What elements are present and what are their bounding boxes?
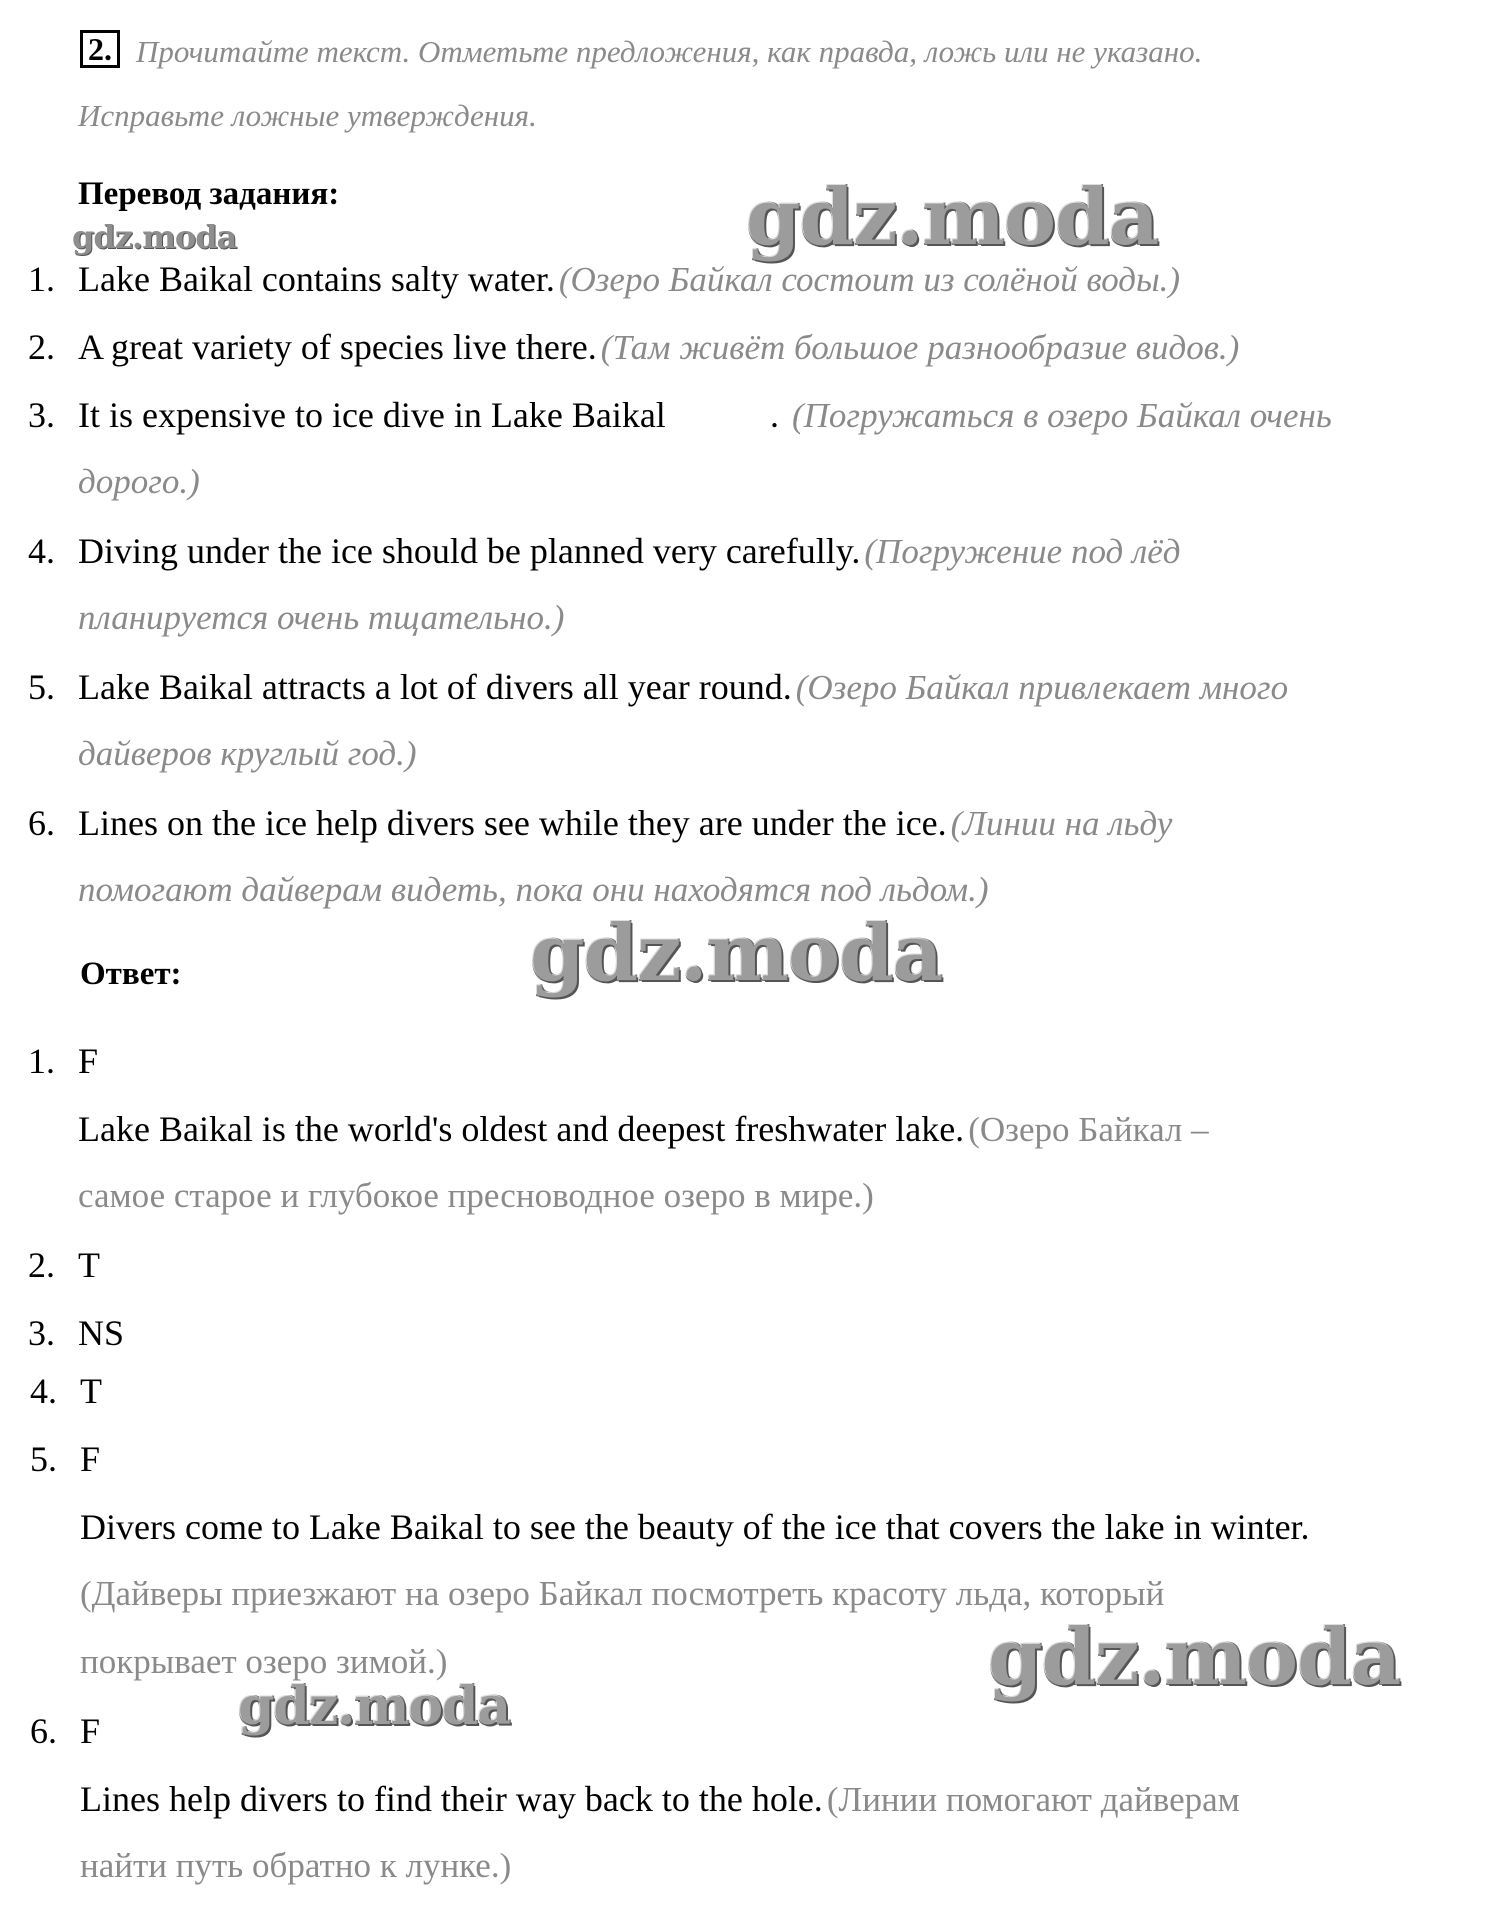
answer-number: 6. <box>30 1711 57 1751</box>
answer-correction-russian-cont: покрывает озеро зимой.) <box>80 1642 448 1681</box>
answer-number: 3. <box>28 1313 55 1353</box>
statement-russian: (Озеро Байкал привлекает много <box>795 668 1289 707</box>
task-instruction-line2: Исправьте ложные утверждения. <box>78 98 537 133</box>
answer-number: 1. <box>28 1041 55 1081</box>
statement-russian: (Погружение под лёд <box>864 532 1181 571</box>
task-number: 2. <box>88 31 112 67</box>
answer-mark: F <box>78 1041 99 1081</box>
answer-correction-russian: (Озеро Байкал – <box>968 1110 1209 1149</box>
statement-number: 4. <box>28 531 55 571</box>
watermark-small-top: gdz.moda <box>72 218 237 256</box>
statement-english: Lines on the ice help divers see while they are under the ice. <box>78 803 947 843</box>
statement-number: 6. <box>28 803 55 843</box>
statement-russian-cont: дайверов круглый год.) <box>78 734 417 773</box>
task-number-box <box>80 30 120 68</box>
answer-number: 5. <box>30 1439 57 1479</box>
statement-russian: (Линии на льду <box>950 804 1173 843</box>
answer-mark: F <box>80 1439 101 1479</box>
statement-english: Lake Baikal attracts a lot of divers all year round. <box>78 667 792 707</box>
statement-number: 2. <box>28 327 55 367</box>
statement-russian: (Там живёт большое разнообразие видов.) <box>600 328 1240 367</box>
statement-russian: (Озеро Байкал состоит из солёной воды.) <box>558 260 1181 299</box>
statement-russian-cont: планируется очень тщательно.) <box>78 598 565 637</box>
statement-english-tail: . <box>770 395 779 435</box>
answer-mark: T <box>78 1245 100 1285</box>
answer-heading: Ответ: <box>80 956 182 992</box>
answer-mark: T <box>80 1371 102 1411</box>
statement-english: A great variety of species live there. <box>78 327 597 367</box>
statement-english: Diving under the ice should be planned very carefully. <box>78 531 861 571</box>
answer-mark: NS <box>78 1313 125 1353</box>
translation-heading: Перевод задания: <box>78 176 340 212</box>
answer-correction-russian: (Дайверы приезжают на озеро Байкал посмотреть красоту льда, который <box>80 1574 1165 1613</box>
answer-correction-russian-cont: найти путь обратно к лунке.) <box>80 1846 512 1885</box>
watermark-bottom-left: gdz.moda <box>238 1676 511 1737</box>
answer-correction-english: Divers come to Lake Baikal to see the beauty of the ice that covers the lake in winter. <box>80 1507 1310 1547</box>
statement-number: 5. <box>28 667 55 707</box>
answer-correction-russian-cont: самое старое и глубокое пресноводное озеро в мире.) <box>78 1176 874 1215</box>
statement-english: Lake Baikal contains salty water. <box>78 259 555 299</box>
answer-correction-english: Lines help divers to find their way back to the hole. <box>80 1779 823 1819</box>
statement-russian: (Погружаться в озеро Байкал очень <box>792 396 1332 435</box>
watermark-middle: gdz.moda <box>530 908 943 999</box>
watermark-bottom-right: gdz.moda <box>988 1612 1401 1703</box>
statement-number: 1. <box>28 259 55 299</box>
answer-correction-russian: (Линии помогают дайверам <box>826 1780 1240 1819</box>
statement-number: 3. <box>28 395 55 435</box>
answer-mark: F <box>80 1711 101 1751</box>
statement-english: It is expensive to ice dive in Lake Baikal <box>78 395 666 435</box>
answer-number: 4. <box>30 1371 57 1411</box>
statement-russian-cont: дорого.) <box>78 462 200 501</box>
answer-correction-english: Lake Baikal is the world's oldest and deepest freshwater lake. <box>78 1109 965 1149</box>
task-instruction-line1: Прочитайте текст. Отметьте предложения, как правда, ложь или не указано. <box>136 34 1203 69</box>
statement-russian-cont: помогают дайверам видеть, пока они находятся под льдом.) <box>78 870 989 909</box>
watermark-top: gdz.moda <box>746 172 1159 263</box>
answer-number: 2. <box>28 1245 55 1285</box>
